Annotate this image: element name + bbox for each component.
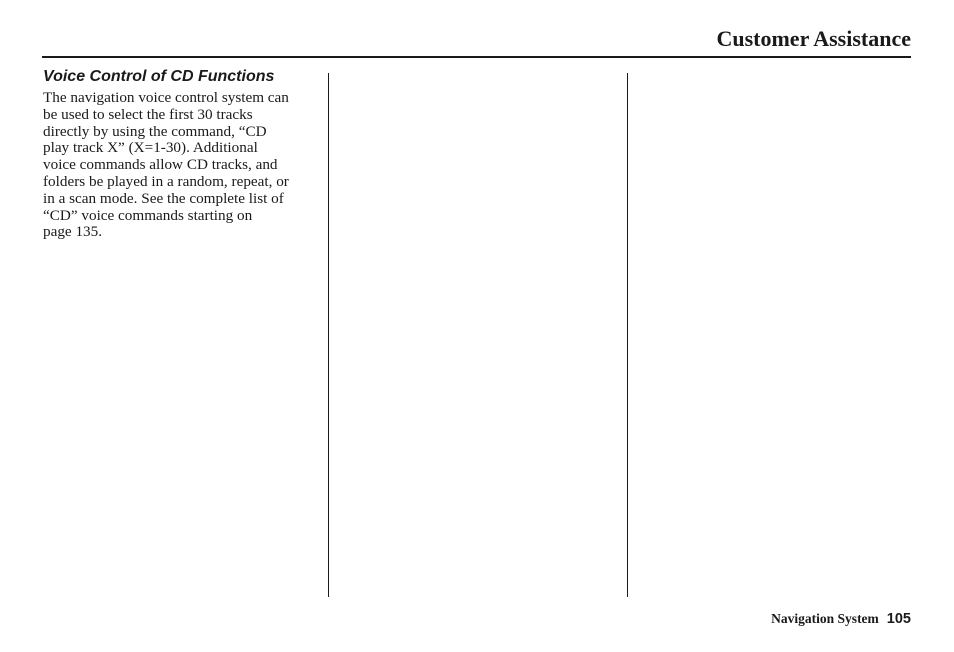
header-rule	[42, 56, 911, 58]
section-heading: Voice Control of CD Functions	[43, 68, 275, 85]
body-line: voice commands allow CD tracks, and	[43, 156, 278, 174]
body-paragraph	[43, 90, 328, 241]
body-line: The navigation voice control system can	[43, 89, 289, 106]
body-line: in a scan mode. See the complete list of	[43, 189, 284, 207]
body-line: folders be played in a random, repeat, or	[43, 172, 289, 190]
page-footer	[771, 610, 911, 629]
footer-label: Navigation System	[771, 611, 879, 626]
body-line: page 135.	[43, 223, 103, 241]
body-line: be used to select the first 30 tracks	[43, 105, 253, 123]
body-line: play track X” (X=1-30). Additional	[43, 139, 258, 157]
column-divider-left	[328, 73, 329, 597]
body-line: directly by using the command, “CD	[43, 122, 267, 140]
column-divider-right	[627, 73, 628, 597]
page-title: Customer Assistance	[716, 26, 911, 51]
body-line: “CD” voice commands starting on	[43, 206, 253, 224]
page-number: 105	[886, 611, 911, 627]
